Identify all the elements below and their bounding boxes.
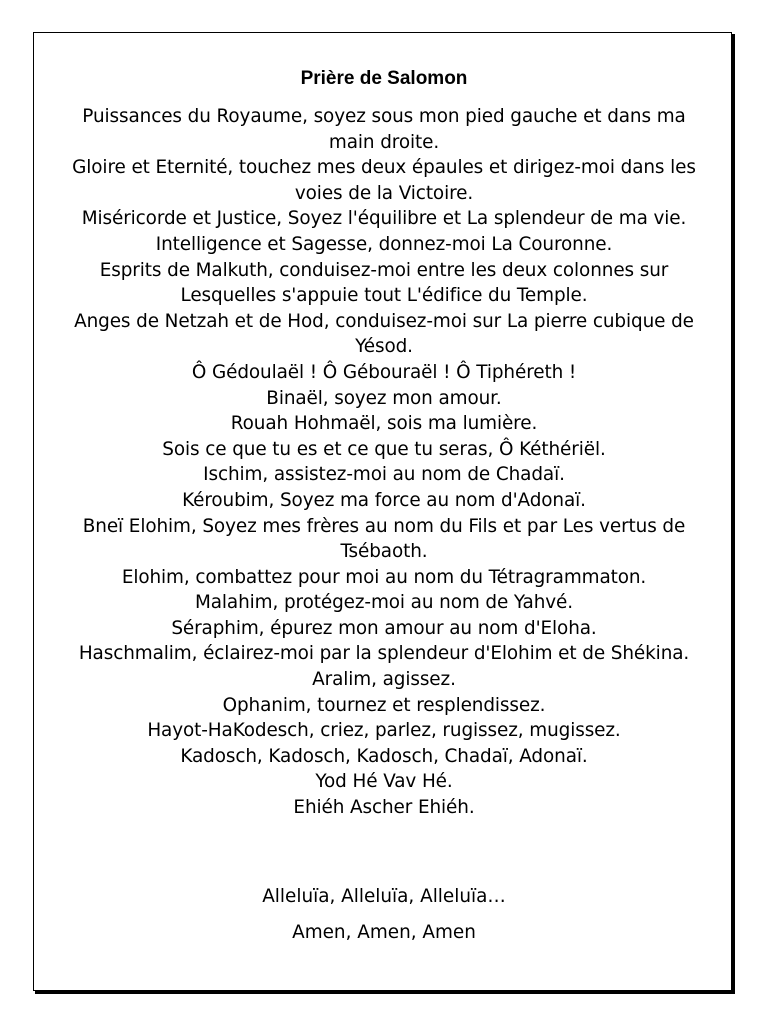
prayer-line: Ophanim, tournez et resplendissez. xyxy=(222,694,546,716)
prayer-line: Binaël, soyez mon amour. xyxy=(266,387,502,409)
prayer-line: Miséricorde et Justice, Soyez l'équilibre et La splendeur de ma vie. xyxy=(81,208,687,230)
prayer-line: Aralim, agissez. xyxy=(312,669,456,691)
prayer-line: Puissances du Royaume, soyez sous mon pied gauche et dans ma main droite. xyxy=(82,106,686,153)
prayer-line: Esprits de Malkuth, conduisez-moi entre les deux colonnes sur Lesquelles s'appuie tout L'édifice du Temple. xyxy=(99,259,669,307)
prayer-line: Hayot-HaKodesch, criez, parlez, rugissez, mugissez. xyxy=(147,720,621,742)
prayer-line: Haschmalim, éclairez-moi par la splendeur d'Elohim et de Shékina. xyxy=(78,643,690,665)
prayer-line: Ô Gédoulaël ! Ô Gébouraël ! Ô Tiphéreth ! xyxy=(191,361,577,383)
prayer-line: Séraphim, épurez mon amour au nom d'Eloha. xyxy=(171,617,597,639)
prayer-line: Malahim, protégez-moi au nom de Yahvé. xyxy=(194,592,574,614)
prayer-line: Elohim, combattez pour moi au nom du Tétragrammaton. xyxy=(121,566,647,588)
prayer-line: Kadosch, Kadosch, Kadosch, Chadaï, Adonaï. xyxy=(180,745,588,767)
prayer-line: Bneï Elohim, Soyez mes frères au nom du Fils et par Les vertus de Tsébaoth. xyxy=(82,515,686,563)
prayer-line: Rouah Hohmaël, sois ma lumière. xyxy=(230,413,538,435)
prayer-line: Sois ce que tu es et ce que tu seras, Ô Kéthériël. xyxy=(162,438,606,460)
prayer-line: Yod Hé Vav Hé. xyxy=(315,771,453,793)
prayer-line: Kéroubim, Soyez ma force au nom d'Adonaï. xyxy=(182,489,586,511)
prayer-line: Anges de Netzah et de Hod, conduisez-moi sur La pierre cubique de Yésod. xyxy=(74,310,694,358)
prayer-line: Ischim, assistez-moi au nom de Chadaï. xyxy=(203,464,565,486)
prayer-line: Ehiéh Ascher Ehiéh. xyxy=(293,797,475,819)
prayer-body xyxy=(60,104,708,821)
prayer-title: Prière de Salomon xyxy=(300,68,468,89)
alleluia-line: Alleluïa, Alleluïa, Alleluïa… xyxy=(262,886,506,907)
prayer-line: Intelligence et Sagesse, donnez-moi La Couronne. xyxy=(155,233,613,255)
prayer-line: Gloire et Eternité, touchez mes deux épaules et dirigez-moi dans les voies de la Victoire. xyxy=(72,157,696,204)
amen-line: Amen, Amen, Amen xyxy=(292,922,476,943)
